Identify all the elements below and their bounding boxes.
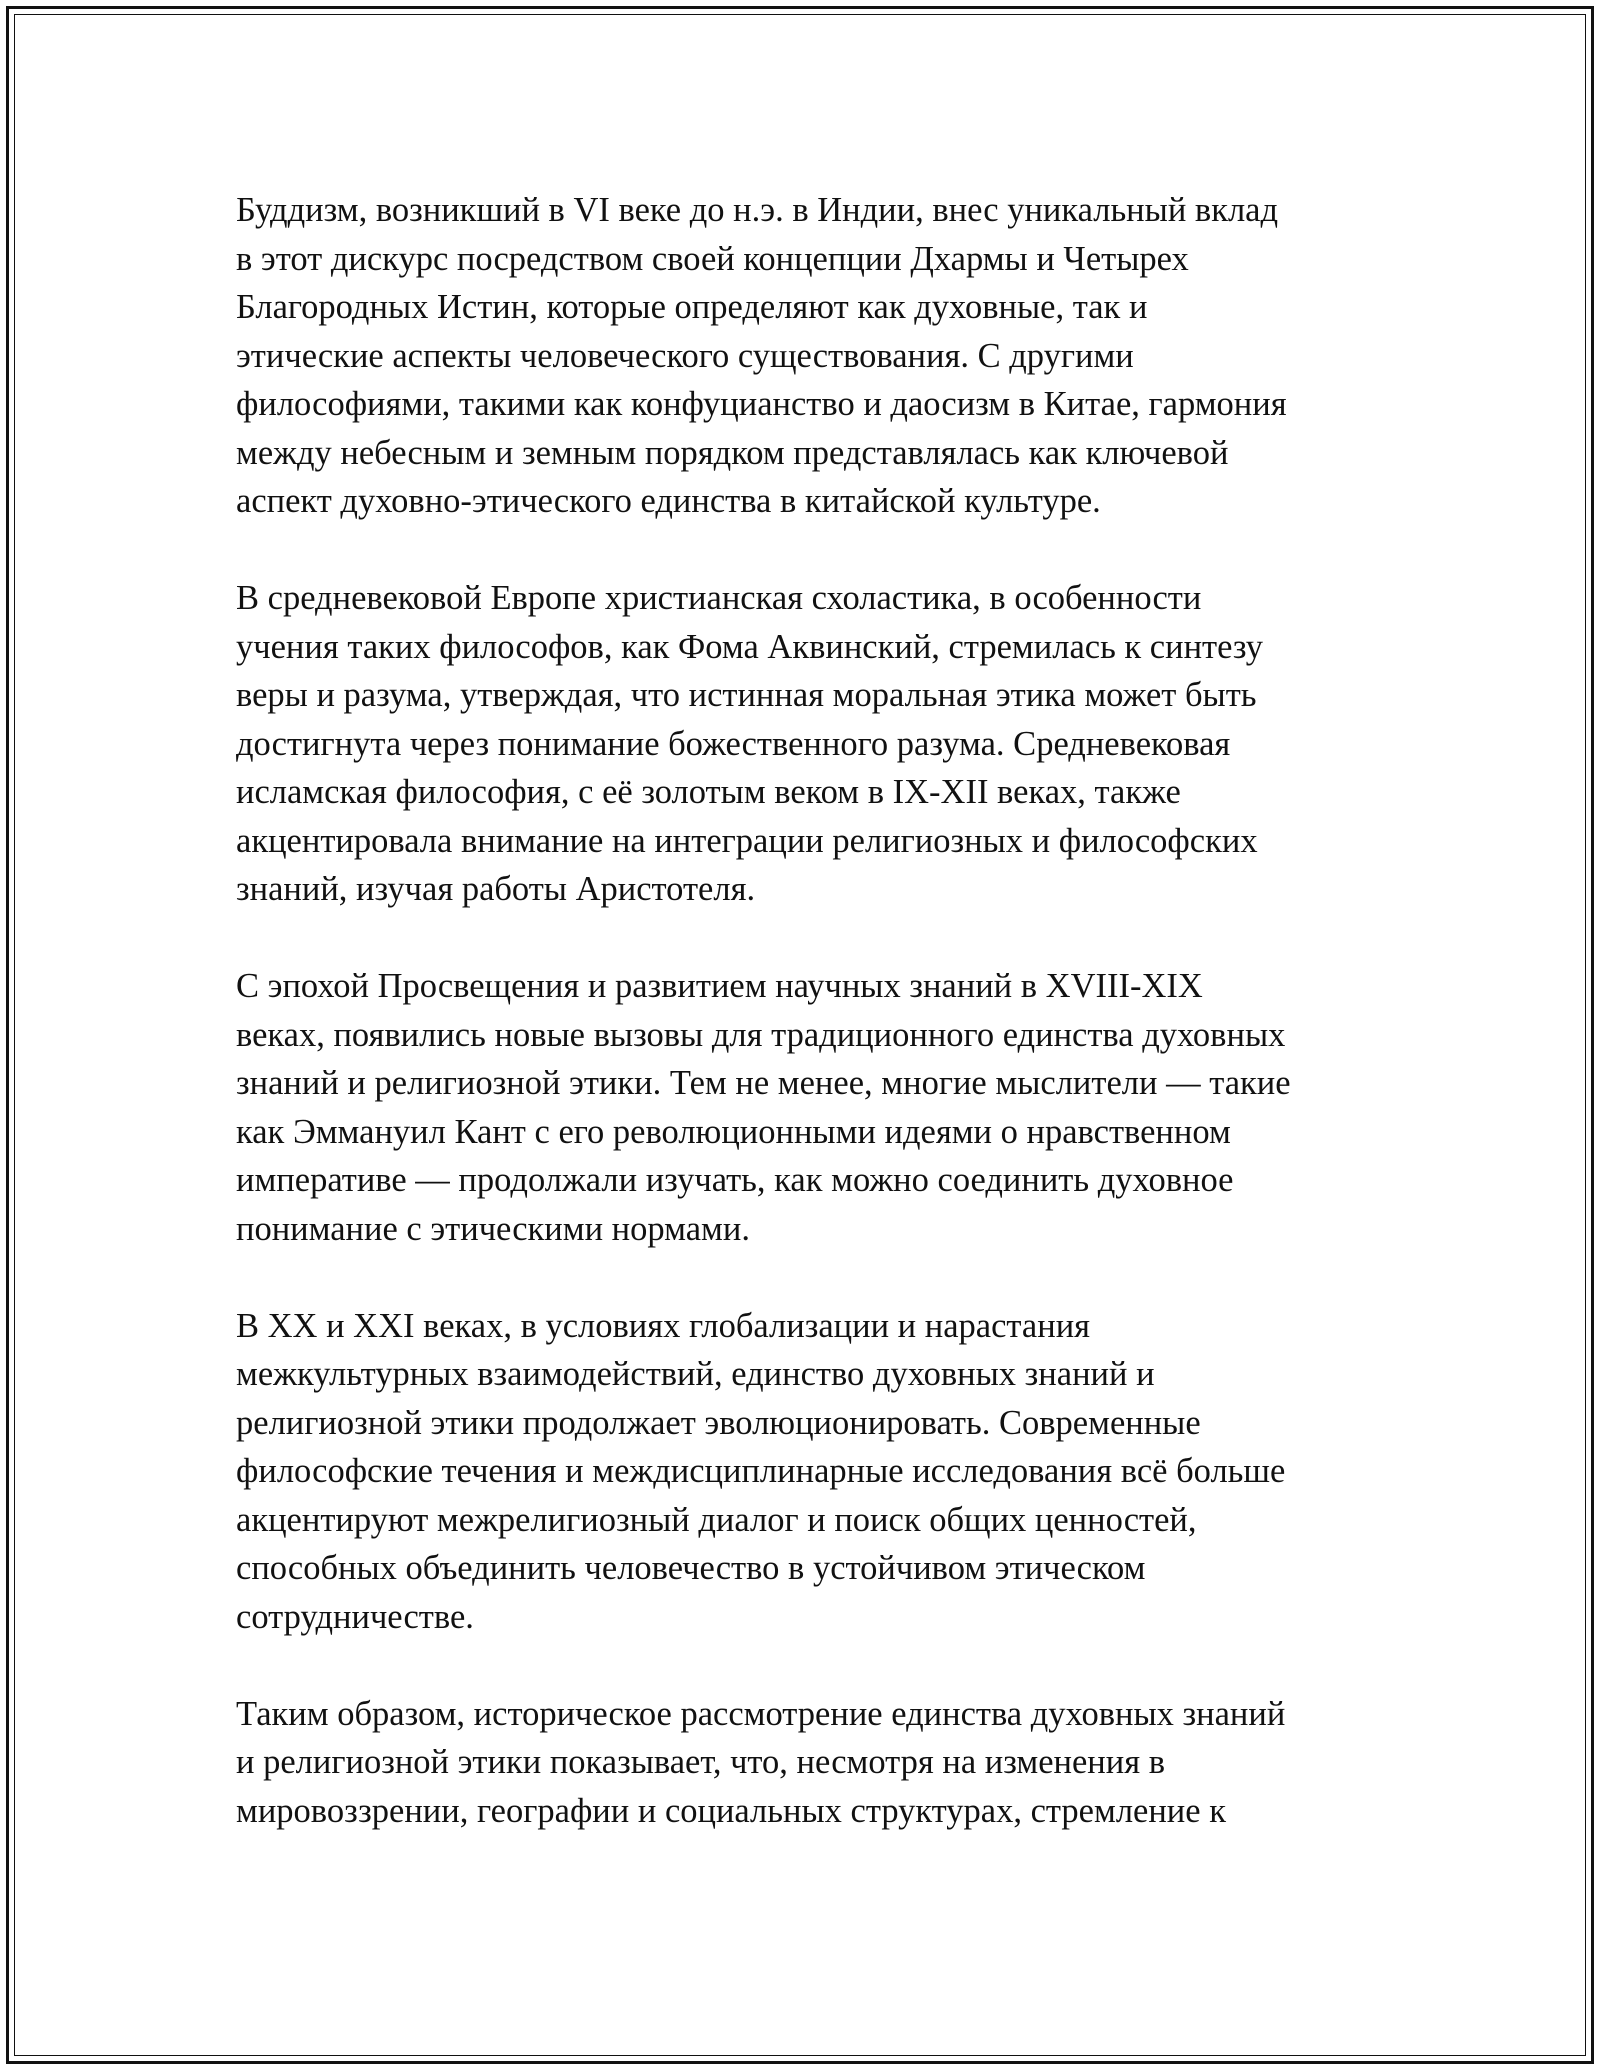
text-line: знаний и религиозной этики. Тем не менее, многие мыслители — такие — [236, 1064, 1291, 1102]
text-line: Таким образом, историческое рассмотрение единства духовных знаний — [236, 1694, 1286, 1733]
text-line: акцентируют межрелигиозный диалог и поиск общих ценностей, — [236, 1500, 1197, 1539]
text-line: знаний, изучая работы Аристотеля. — [236, 870, 756, 908]
text-line: способных объединить человечество в устойчивом этическом — [236, 1549, 1146, 1587]
text-line: В средневековой Европе христианская схоластика, в особенности — [236, 579, 1202, 617]
text-line: В XX и XXI веках, в условиях глобализации и нарастания — [236, 1306, 1091, 1345]
document-body — [236, 186, 1366, 1835]
text-line: Буддизм, возникший в VI веке до н.э. в Индии, внес уникальный вклад — [236, 191, 1279, 229]
text-line: религиозной этики продолжает эволюционировать. Современные — [236, 1403, 1201, 1442]
text-line: веках, появились новые вызовы для традиционного единства духовных — [236, 1015, 1286, 1054]
text-line: достигнута через понимание божественного разума. Средневековая — [236, 724, 1231, 763]
text-line: между небесным и земным порядком представлялась как ключевой — [236, 433, 1229, 472]
paragraph-modern-era — [236, 1302, 1366, 1642]
paragraph-conclusion — [236, 1690, 1366, 1836]
text-line: С эпохой Просвещения и развитием научных знаний в XVIII-XIX — [236, 967, 1203, 1005]
text-line: понимание с этическими нормами. — [236, 1209, 750, 1248]
text-line: философские течения и междисциплинарные исследования всё больше — [236, 1452, 1286, 1490]
text-line: веры и разума, утверждая, что истинная моральная этика может быть — [236, 676, 1257, 714]
text-line: мировоззрении, географии и социальных структурах, стремление к — [236, 1791, 1226, 1830]
text-line: учения таких философов, как Фома Аквинский, стремилась к синтезу — [236, 627, 1264, 666]
paragraph-buddhism — [236, 186, 1366, 526]
text-line: межкультурных взаимодействий, единство духовных знаний и — [236, 1355, 1155, 1393]
paragraph-enlightenment — [236, 962, 1366, 1253]
paragraph-medieval-europe — [236, 574, 1366, 914]
text-line: в этот дискурс посредством своей концепции Дхармы и Четырех — [236, 239, 1189, 278]
text-line: и религиозной этики показывает, что, несмотря на изменения в — [236, 1743, 1166, 1781]
text-line: этические аспекты человеческого существования. С другими — [236, 336, 1134, 375]
text-line: философиями, такими как конфуцианство и даосизм в Китае, гармония — [236, 385, 1287, 423]
text-line: аспект духовно-этического единства в китайской культуре. — [236, 482, 1101, 520]
text-line: Благородных Истин, которые определяют как духовные, так и — [236, 288, 1148, 326]
text-line: как Эммануил Кант с его революционными идеями о нравственном — [236, 1112, 1231, 1151]
text-line: акцентировала внимание на интеграции религиозных и философских — [236, 821, 1258, 860]
text-line: исламская философия, с её золотым веком в IX-XII веках, также — [236, 773, 1181, 811]
text-line: императиве — продолжали изучать, как можно соединить духовное — [236, 1161, 1234, 1199]
text-line: сотрудничестве. — [236, 1597, 474, 1636]
